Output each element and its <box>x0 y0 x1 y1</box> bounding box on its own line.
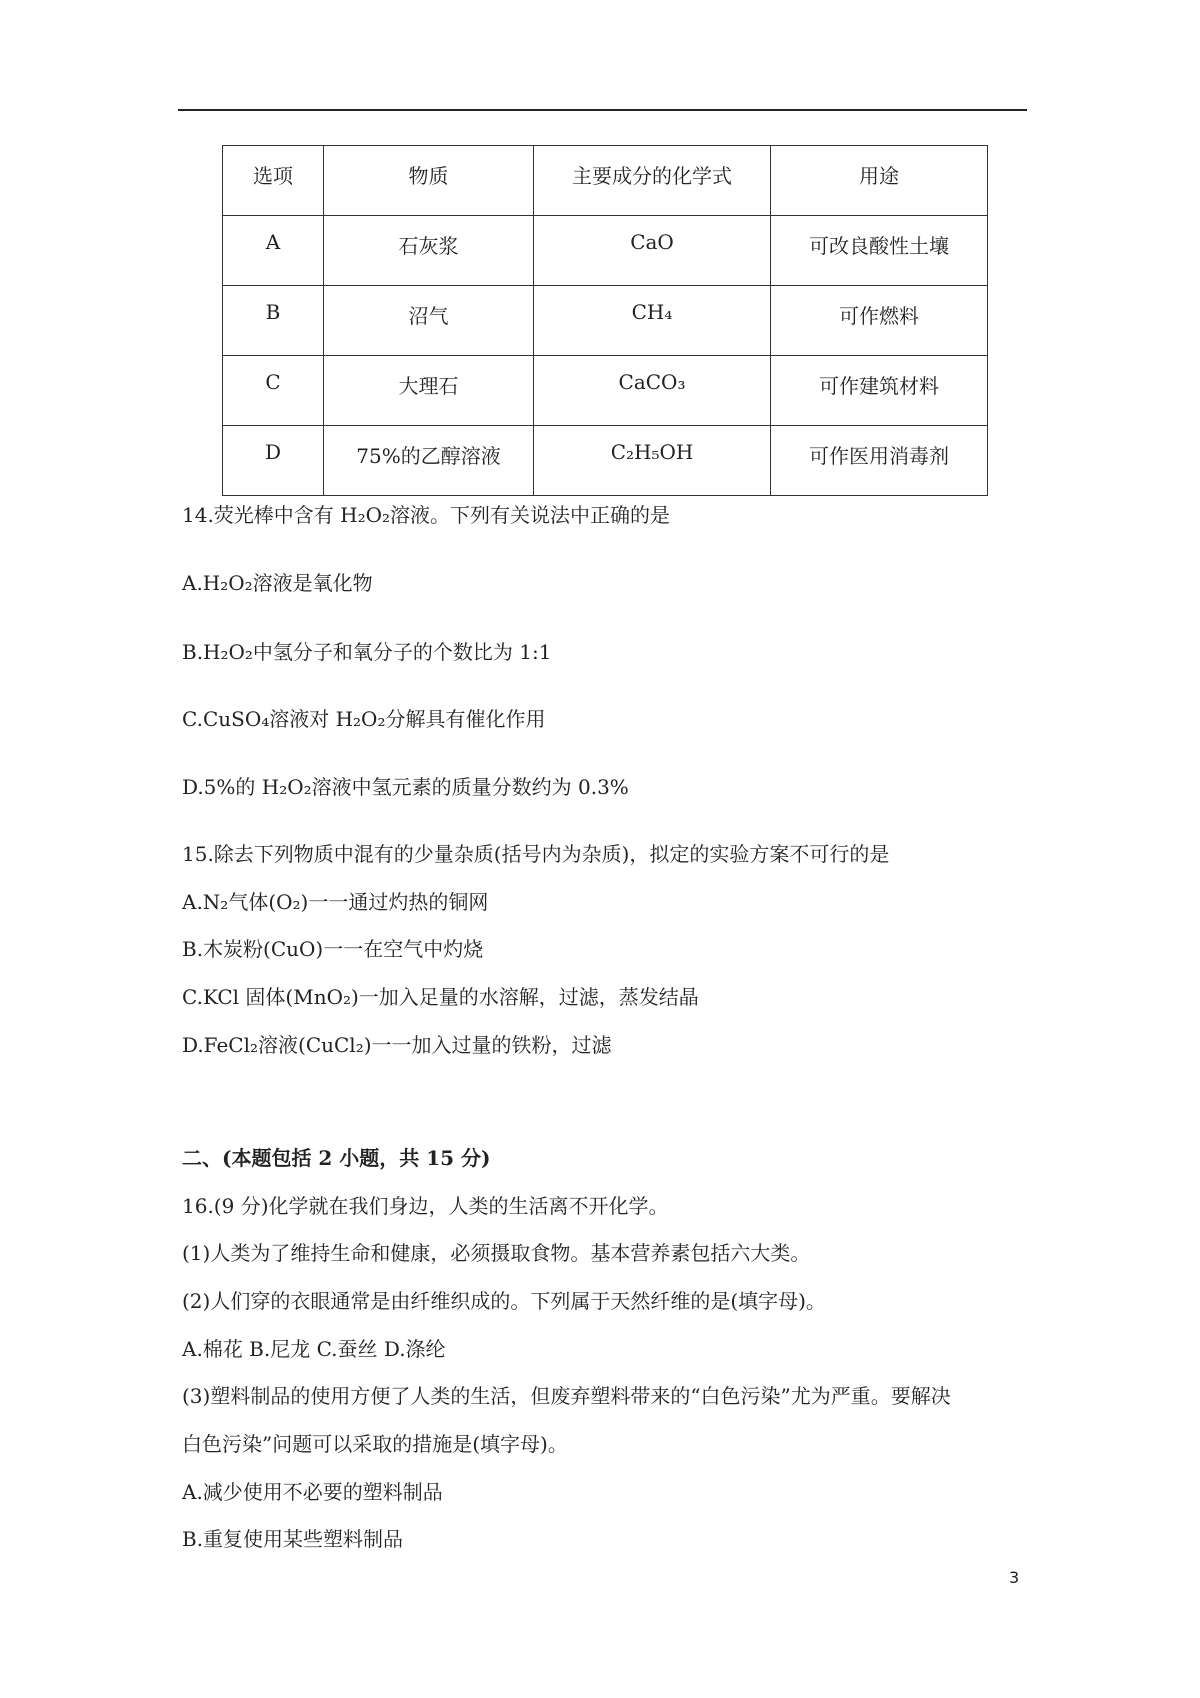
header-cell: 主要成分的化学式 <box>534 146 771 216</box>
table-cell: D <box>223 426 324 496</box>
table-cell: 75%的乙醇溶液 <box>324 426 534 496</box>
header-rule <box>178 109 1027 111</box>
table-header-row <box>223 146 988 216</box>
page-number: 3 <box>1009 1568 1020 1587</box>
question-15-option-c: C.KCl 固体(MnO₂)一加入足量的水溶解，过滤，蒸发结晶 <box>182 985 699 1009</box>
question-15-option-b: B.木炭粉(CuO)一一在空气中灼烧 <box>182 937 484 961</box>
table-cell: 石灰浆 <box>324 216 534 286</box>
table-row <box>223 426 988 496</box>
table-cell: C₂H₅OH <box>534 426 771 496</box>
section-heading: 二、(本题包括 2 小题，共 15 分) <box>182 1146 491 1170</box>
question-16-part-3-line-2: 白色污染”问题可以采取的措施是(填字母)。 <box>182 1432 568 1456</box>
question-14-option-c: C.CuSO₄溶液对 H₂O₂分解具有催化作用 <box>182 707 546 731</box>
table-cell: CaO <box>534 216 771 286</box>
table-cell: A <box>223 216 324 286</box>
table-cell: C <box>223 356 324 426</box>
question-15-option-a: A.N₂气体(O₂)一一通过灼热的铜网 <box>182 890 489 914</box>
question-16-part-3-line-1: (3)塑料制品的使用方便了人类的生活，但废弃塑料带来的“白色污染”尤为严重。要解决 <box>182 1384 951 1408</box>
options-table <box>222 145 988 496</box>
table-cell: CH₄ <box>534 286 771 356</box>
question-14-option-a: A.H₂O₂溶液是氧化物 <box>182 571 373 595</box>
question-16-part-1: (1)人类为了维持生命和健康，必须摄取食物。基本营养素包括六大类。 <box>182 1241 811 1265</box>
question-15-stem: 15.除去下列物质中混有的少量杂质(括号内为杂质)，拟定的实验方案不可行的是 <box>182 842 890 866</box>
table-cell: CaCO₃ <box>534 356 771 426</box>
table-cell: 可作医用消毒剂 <box>771 426 988 496</box>
question-14-option-d: D.5%的 H₂O₂溶液中氢元素的质量分数约为 0.3% <box>182 775 629 799</box>
table-cell: 可改良酸性土壤 <box>771 216 988 286</box>
table-row <box>223 356 988 426</box>
table-cell: 大理石 <box>324 356 534 426</box>
table-cell: B <box>223 286 324 356</box>
question-16-part-2-options: A.棉花 B.尼龙 C.蚕丝 D.涤纶 <box>182 1337 446 1361</box>
table-cell: 可作建筑材料 <box>771 356 988 426</box>
table-cell: 可作燃料 <box>771 286 988 356</box>
question-14-stem: 14.荧光棒中含有 H₂O₂溶液。下列有关说法中正确的是 <box>182 503 671 527</box>
question-16-part-2: (2)人们穿的衣眼通常是由纤维织成的。下列属于天然纤维的是(填字母)。 <box>182 1289 826 1313</box>
header-cell: 选项 <box>223 146 324 216</box>
question-16-part-3-option-b: B.重复使用某些塑料制品 <box>182 1527 404 1551</box>
header-cell: 物质 <box>324 146 534 216</box>
header-cell: 用途 <box>771 146 988 216</box>
table-cell: 沼气 <box>324 286 534 356</box>
question-16-stem: 16.(9 分)化学就在我们身边，人类的生活离不开化学。 <box>182 1194 669 1218</box>
table-row <box>223 286 988 356</box>
question-14-option-b: B.H₂O₂中氢分子和氧分子的个数比为 1:1 <box>182 640 552 664</box>
question-16-part-3-option-a: A.减少使用不必要的塑料制品 <box>182 1480 443 1504</box>
question-15-option-d: D.FeCl₂溶液(CuCl₂)一一加入过量的铁粉，过滤 <box>182 1033 612 1057</box>
table-row <box>223 216 988 286</box>
